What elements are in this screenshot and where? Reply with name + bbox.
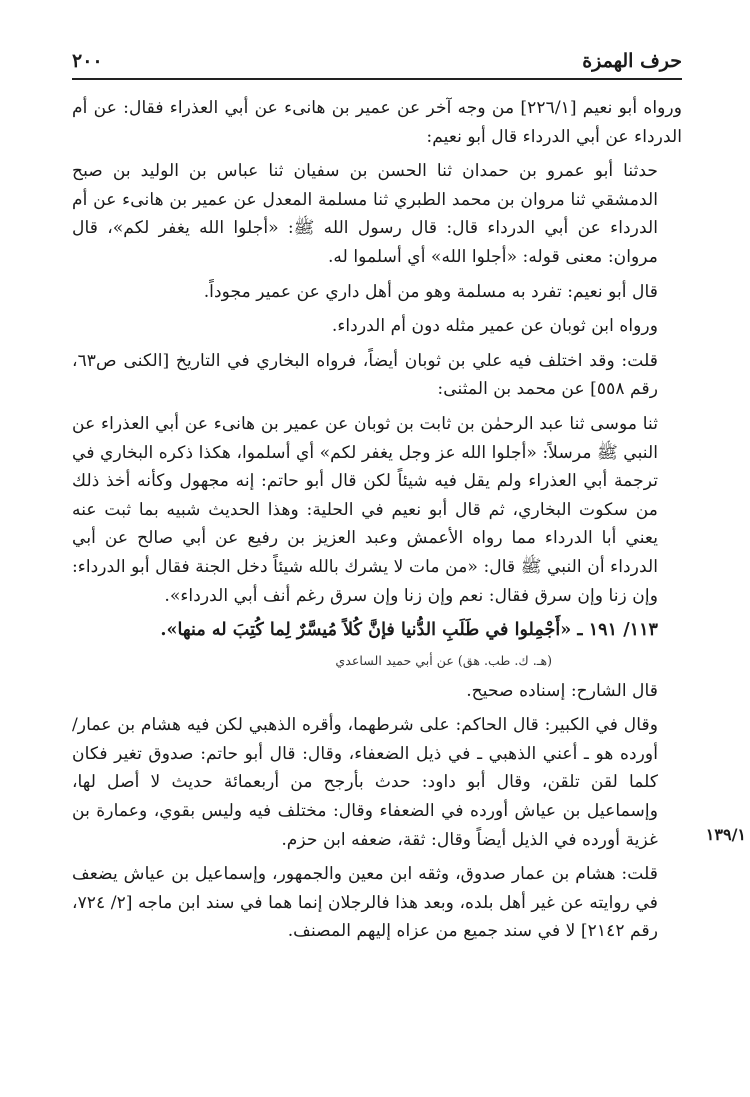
paragraph: حدثنا أبو عمرو بن حمدان ثنا الحسن بن سفيان ثنا عباس بن الوليد بن صبح الدمشقي ثنا مروان بن محمد الطبري ثنا مسلمة المعدل عن عمير بن هانىء عن أم الدرداء عن أبي الدرداء قال: قال رسول الله ﷺ: «أجلوا الله يغفر لكم»، قال مروان: معنى قوله: «أجلوا الله» أي أسلموا له. (72, 161, 658, 267)
page-number: ٢٠٠ (72, 50, 103, 72)
paragraph: ورواه أبو نعيم [٢٢٦/١] من وجه آخر عن عمير بن هانىء عن أبي العذراء فقال: عن أم الدرداء عن أبي الدرداء قال أبو نعيم: (72, 98, 682, 147)
commentary-paragraph: قال الشارح: إسناده صحيح. (466, 680, 658, 701)
page-header (72, 40, 682, 72)
paragraph: قال أبو نعيم: تفرد به مسلمة وهو من أهل داري عن عمير مجوداً. (203, 281, 658, 302)
margin-reference: ١٣٩/١ (705, 825, 746, 844)
paragraph: ورواه ابن ثوبان عن عمير مثله دون أم الدرداء. (331, 316, 658, 337)
hadith-source: (هـ. ك. طب. هق) عن أبي حميد الساعدي (335, 652, 552, 668)
chapter-title: حرف الهمزة (582, 50, 682, 72)
paragraph: قلت: وقد اختلف فيه علي بن ثوبان أيضاً، فرواه البخاري في التاريخ [الكنى ص٦٣، رقم ٥٥٨] عن محمد بن المثنى: (72, 350, 658, 400)
page-body (72, 94, 682, 952)
header-divider (72, 78, 682, 80)
paragraph: ثنا موسى ثنا عبد الرحمٰن بن ثابت بن ثوبان عن عمير بن هانىء عن أبي العذراء عن النبي ﷺ مرسلاً: «أجلوا الله عز وجل يغفر لكم» أي أسلموا، هكذا ذكره البخاري في ترجمة أبي العذراء ولم يقل فيه شيئاً لكن قال أبو حاتم: إنه مجهول وكأنه أخذ ذلك من سكوت البخاري، ثم قال أبو نعيم في الحلية: وهذا الحديث شبيه بما ثبت عنه يعني أبا الدرداء مما رواه الأعمش وعبد العزيز بن رفيع عن أبي صالح عن أبي الدرداء أن النبي ﷺ قال: «من مات لا يشرك بالله شيئاً دخل الجنة فقال أبو الدرداء: وإن زنا وإن سرق فقال: نعم وإن زنا وإن سرق رغم أنف أبي الدرداء». (72, 413, 658, 606)
commentary-paragraph: وقال في الكبير: قال الحاكم: على شرطهما، وأقره الذهبي لكن فيه هشام بن عمار/ أورده هو ـ أعني الذهبي ـ في ذيل الضعفاء، وقال: قال أبو حاتم: صدوق تغير فكان كلما لقن تلقن، وقال أبو داود: حدث بأرجح من أربعمائة حديث لا أصل لها، وإسماعيل بن عياش أورده في الضعفاء وقال: مختلف فيه وليس بقوي، وعمارة بن غزية أورده في الذيل أيضاً وقال: ثقة، ضعفه ابن حزم. (72, 715, 658, 850)
hadith-heading: ١١٣/ ١٩١ ـ «أَجْمِلوا في طَلَبِ الدُّنيا فإنَّ كُلاً مُيسَّرٌ لِما كُتِبَ له منها». (160, 619, 658, 641)
commentary-paragraph: قلت: هشام بن عمار صدوق، وثقه ابن معين والجمهور، وإسماعيل بن عياش يضعف في روايته عن غير أهل بلده، وبعد هذا فالرجلان إنما هما في سند ابن ماجه [٢/ ٧٢٤، رقم ٢١٤٢] لا في سند جميع من عزاه إليهم المصنف. (72, 864, 658, 942)
